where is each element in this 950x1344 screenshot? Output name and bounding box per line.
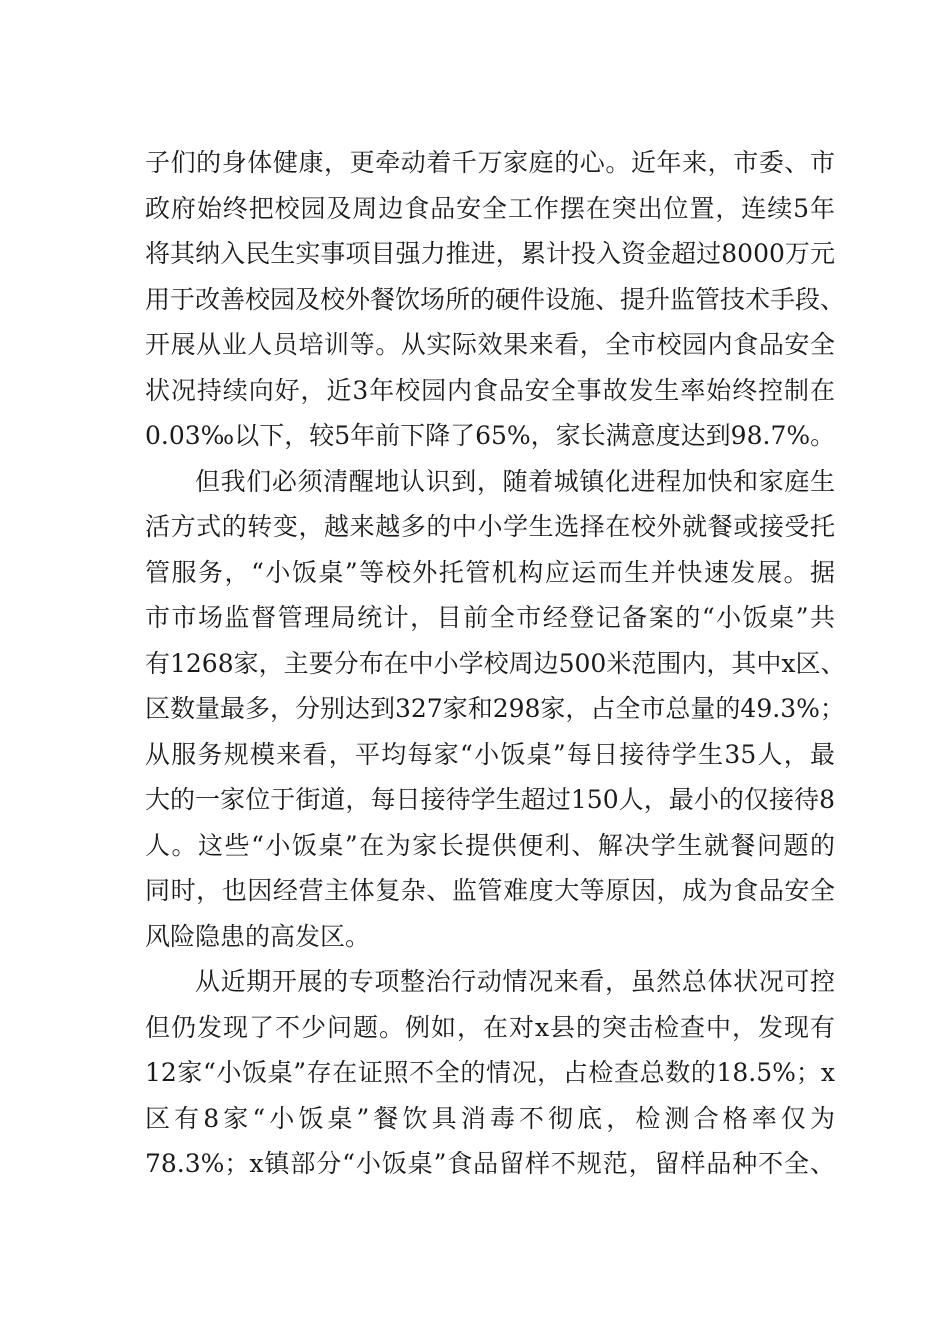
- text-line: 78.3%；x镇部分“小饭桌”食品留样不规范，留样品种不全、: [145, 1149, 835, 1178]
- text-line: 活方式的转变，越来越多的中小学生选择在校外就餐或接受托: [145, 512, 835, 541]
- body-text: [145, 140, 846, 1187]
- text-line: 但仍发现了不少问题。例如，在对x县的突击检查中，发现有: [145, 1012, 835, 1042]
- text-line: 有1268家，主要分布在中小学校周边500米范围内，其中x区、: [145, 648, 846, 678]
- text-line: 同时，也因经营主体复杂、监管难度大等原因，成为食品安全: [145, 876, 835, 905]
- text-line: 从近期开展的专项整治行动情况来看，虽然总体状况可控: [195, 967, 835, 996]
- text-line: 从服务规模来看，平均每家“小饭桌”每日接待学生35人，最: [145, 739, 835, 769]
- text-line: 市市场监督管理局统计，目前全市经登记备案的“小饭桌”共: [145, 603, 835, 632]
- text-line: 人。这些“小饭桌”在为家长提供便利、解决学生就餐问题的: [145, 830, 835, 860]
- text-line: 12家“小饭桌”存在证照不全的情况，占检查总数的18.5%；x: [145, 1058, 835, 1087]
- text-line: 区数量最多，分别达到327家和298家，占全市总量的49.3%；: [145, 694, 845, 723]
- text-line: 区有8家“小饭桌”餐饮具消毒不彻底，检测合格率仅为: [145, 1103, 835, 1133]
- text-line: 用于改善校园及校外餐饮场所的硬件设施、提升监管技术手段、: [145, 284, 846, 314]
- text-line: 但我们必须清醒地认识到，随着城镇化进程加快和家庭生: [195, 466, 835, 496]
- text-line: 子们的身体健康，更牵动着千万家庭的心。近年来，市委、市: [145, 148, 835, 177]
- text-line: 0.03‰以下，较5年前下降了65%，家长满意度达到98.7%。: [145, 421, 836, 450]
- text-line: 大的一家位于街道，每日接待学生超过150人，最小的仅接待8: [145, 785, 835, 814]
- text-line: 管服务，“小饭桌”等校外托管机构应运而生并快速发展。据: [145, 557, 835, 587]
- text-line: 状况持续向好，近3年校园内食品安全事故发生率始终控制在: [145, 375, 835, 405]
- text-line: 将其纳入民生实事项目强力推进，累计投入资金超过8000万元: [145, 239, 835, 268]
- text-line: 风险隐患的高发区。: [145, 921, 371, 951]
- text-line: 开展从业人员培训等。从实际效果来看，全市校园内食品安全: [145, 330, 835, 359]
- text-line: 政府始终把校园及周边食品安全工作摆在突出位置，连续5年: [145, 193, 835, 223]
